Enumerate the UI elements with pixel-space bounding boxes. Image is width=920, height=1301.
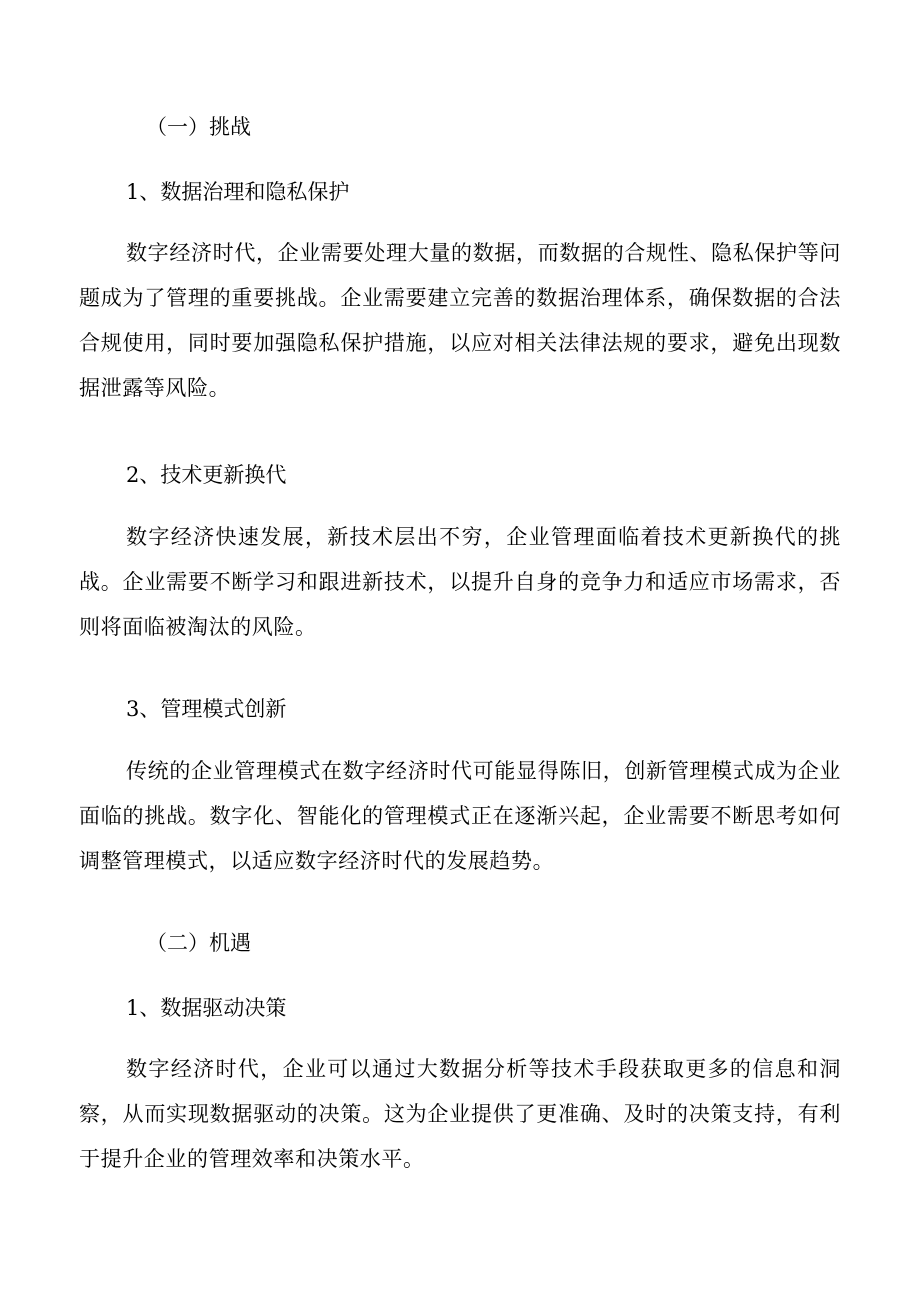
paragraph-tech-update: 数字经济快速发展，新技术层出不穷，企业管理面临着技术更新换代的挑战。企业需要不断学习和跟进新技术，以提升自身的竞争力和适应市场需求，否则将面临被淘汰的风险。	[79, 525, 841, 639]
paragraph-management-innovation: 传统的企业管理模式在数字经济时代可能显得陈旧，创新管理模式成为企业面临的挑战。数字化、智能化的管理模式正在逐渐兴起，企业需要不断思考如何调整管理模式，以适应数字经济时代的发展趋势。	[79, 759, 841, 873]
subheading-data-driven-decision: 1、数据驱动决策	[126, 996, 287, 1020]
section-heading-challenges: （一）挑战	[146, 115, 251, 139]
subheading-management-innovation: 3、管理模式创新	[126, 697, 287, 721]
section-heading-opportunities: （二）机遇	[146, 931, 251, 955]
subheading-tech-update: 2、技术更新换代	[126, 463, 287, 487]
subheading-data-governance: 1、数据治理和隐私保护	[126, 180, 350, 204]
paragraph-data-driven-decision: 数字经济时代，企业可以通过大数据分析等技术手段获取更多的信息和洞察，从而实现数据驱动的决策。这为企业提供了更准确、及时的决策支持，有利于提升企业的管理效率和决策水平。	[79, 1057, 841, 1171]
paragraph-data-governance: 数字经济时代，企业需要处理大量的数据，而数据的合规性、隐私保护等问题成为了管理的重要挑战。企业需要建立完善的数据治理体系，确保数据的合法合规使用，同时要加强隐私保护措施，以应对相关法律法规的要求，避免出现数据泄露等风险。	[79, 241, 841, 400]
